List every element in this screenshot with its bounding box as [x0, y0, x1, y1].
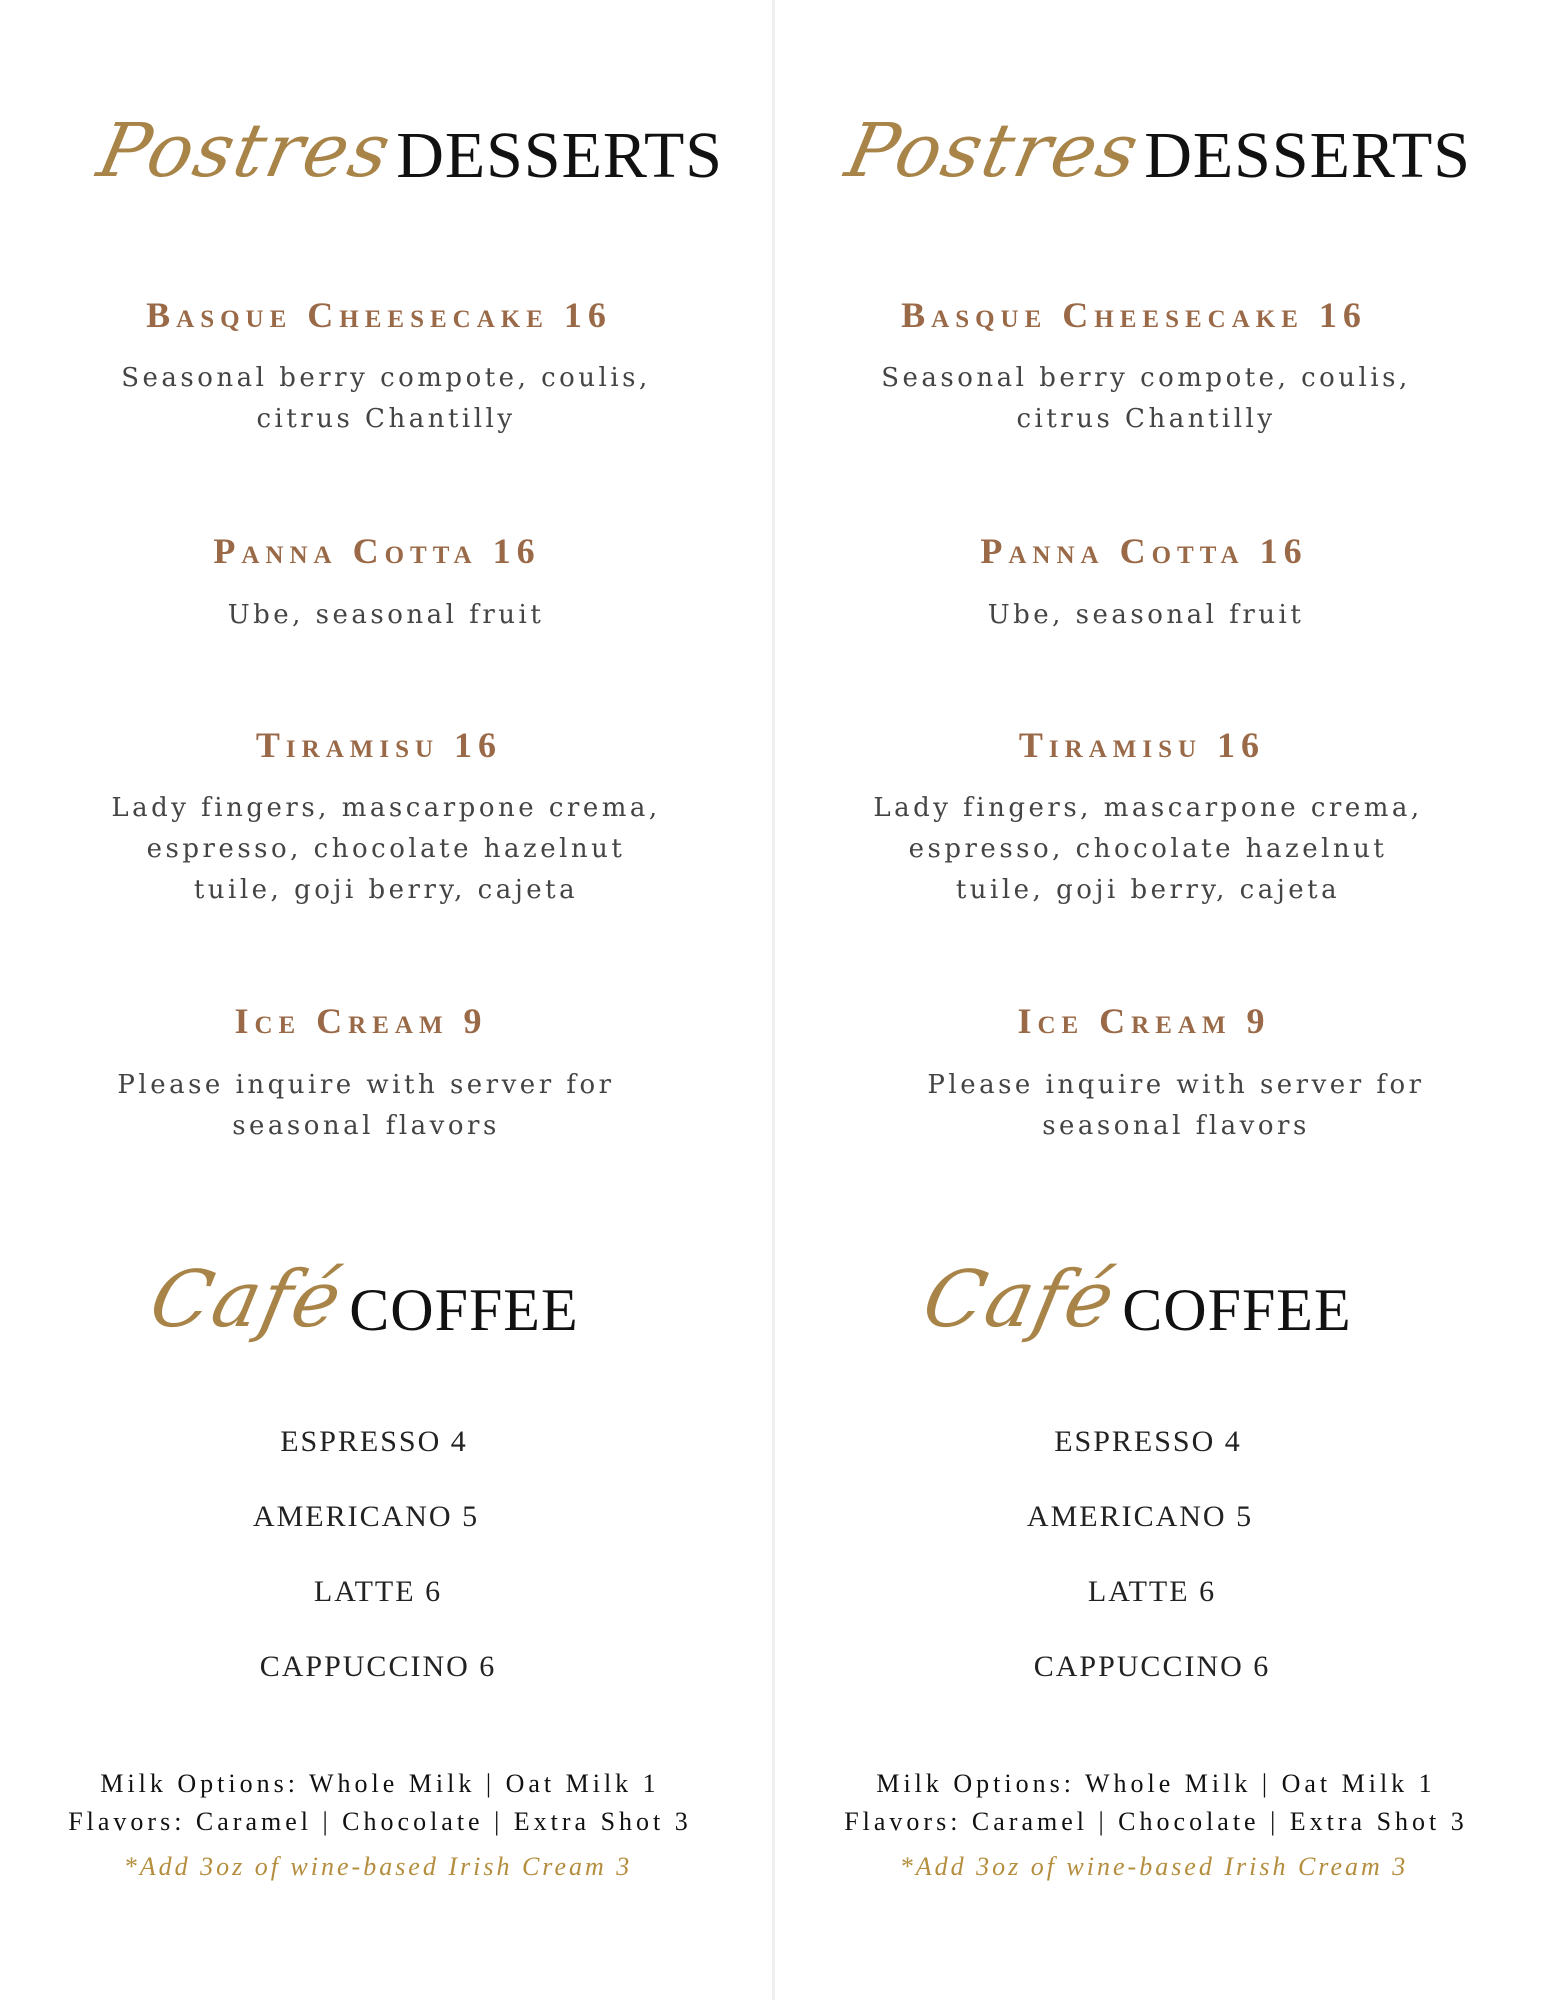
desserts-script-title: Postres	[90, 108, 400, 194]
coffee-item: AMERICANO 5	[252, 1500, 480, 1533]
item-description: Seasonal berry compote, coulis, citrus Chantilly	[121, 363, 651, 434]
item-title: Tiramisu 16	[1018, 725, 1266, 765]
coffee-item: CAPPUCCINO 6	[259, 1650, 497, 1683]
coffee-heading	[142, 1255, 579, 1345]
coffee-item: LATTE 6	[313, 1575, 443, 1608]
item-title: Panna Cotta 16	[213, 531, 541, 571]
coffee-item: CAPPUCCINO 6	[1033, 1650, 1271, 1683]
coffee-title: COFFEE	[349, 1277, 579, 1343]
desserts-heading	[838, 108, 1471, 194]
item-title: Basque Cheesecake 16	[901, 295, 1367, 335]
item-title: Tiramisu 16	[255, 725, 503, 765]
item-title: Basque Cheesecake 16	[146, 295, 612, 335]
add-on-note: *Add 3oz of wine-based Irish Cream 3	[123, 1852, 633, 1881]
menu-notes: Milk Options: Whole Milk | Oat Milk 1 Flavors: Caramel | Chocolate | Extra Shot 3	[844, 1769, 1468, 1836]
desserts-title: DESSERTS	[1144, 119, 1471, 192]
item-description: Ube, seasonal fruit	[227, 600, 545, 630]
item-description: Ube, seasonal fruit	[987, 600, 1305, 630]
coffee-script-title: Café	[915, 1255, 1124, 1345]
coffee-heading	[915, 1255, 1352, 1345]
menu-notes: Milk Options: Whole Milk | Oat Milk 1 Flavors: Caramel | Chocolate | Extra Shot 3	[68, 1769, 692, 1836]
coffee-item: AMERICANO 5	[1026, 1500, 1254, 1533]
item-title: Ice Cream 9	[1017, 1001, 1271, 1041]
coffee-title: COFFEE	[1122, 1277, 1352, 1343]
menu-panel-right	[772, 0, 1544, 2000]
coffee-script-title: Café	[142, 1255, 351, 1345]
coffee-item: LATTE 6	[1087, 1575, 1217, 1608]
coffee-item: ESPRESSO 4	[1054, 1425, 1242, 1458]
coffee-item: ESPRESSO 4	[280, 1425, 468, 1458]
item-description: Please inquire with server for seasonal flavors	[927, 1070, 1425, 1141]
desserts-heading	[90, 108, 723, 194]
item-title: Ice Cream 9	[234, 1001, 488, 1041]
desserts-title: DESSERTS	[396, 119, 723, 192]
item-description: Seasonal berry compote, coulis, citrus Chantilly	[881, 363, 1411, 434]
item-description: Lady fingers, mascarpone crema, espresso, chocolate hazelnut tuile, goji berry, cajeta	[111, 793, 661, 905]
item-description: Lady fingers, mascarpone crema, espresso, chocolate hazelnut tuile, goji berry, cajeta	[873, 793, 1423, 905]
add-on-note: *Add 3oz of wine-based Irish Cream 3	[899, 1852, 1409, 1881]
desserts-script-title: Postres	[838, 108, 1148, 194]
item-title: Panna Cotta 16	[980, 531, 1308, 571]
menu-panel-left	[0, 0, 772, 2000]
item-description: Please inquire with server for seasonal flavors	[117, 1070, 615, 1141]
